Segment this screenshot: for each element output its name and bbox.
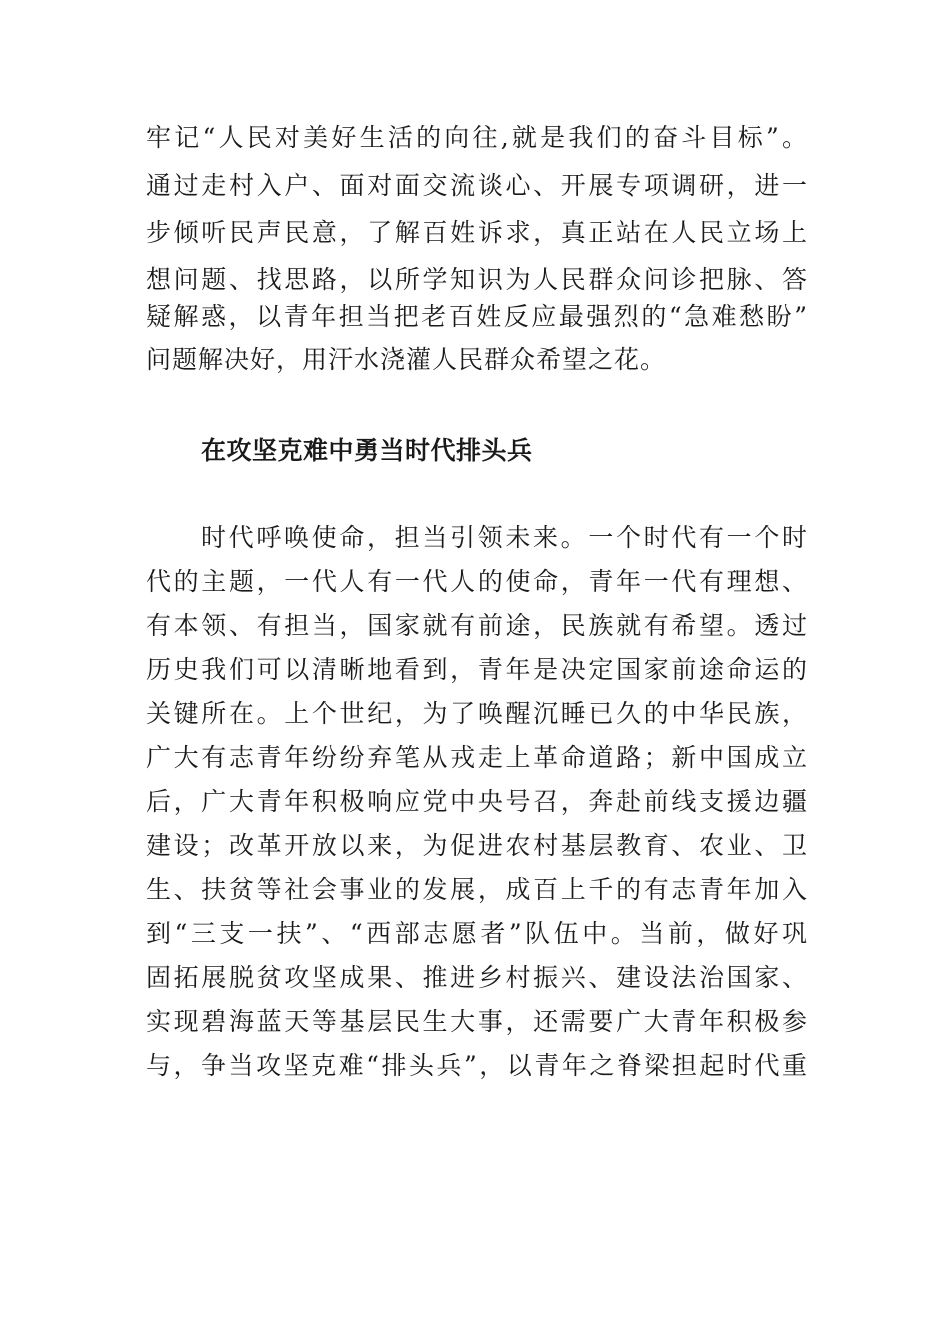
text-line: 生、扶贫等社会事业的发展，成百上千的有志青年加入 bbox=[146, 875, 808, 904]
text-line: 步倾听民声民意，了解百姓诉求，真正站在人民立场上 bbox=[146, 218, 808, 247]
text-line: 后，广大青年积极响应党中央号召，奔赴前线支援边疆 bbox=[146, 787, 808, 816]
document-page bbox=[146, 0, 808, 1344]
section-heading: 在攻坚克难中勇当时代排头兵 bbox=[201, 436, 533, 465]
text-line: 想问题、找思路，以所学知识为人民群众问诊把脉、答 bbox=[146, 265, 808, 294]
text-line: 实现碧海蓝天等基层民生大事，还需要广大青年积极参 bbox=[146, 1007, 808, 1036]
text-line: 到“三支一扶”、“西部志愿者”队伍中。当前，做好巩 bbox=[146, 919, 808, 948]
text-line: 问题解决好，用汗水浇灌人民群众希望之花。 bbox=[146, 345, 667, 374]
text-line: 与，争当攻坚克难“排头兵”，以青年之脊梁担起时代重 bbox=[146, 1051, 808, 1080]
text-line: 代的主题，一代人有一代人的使命，青年一代有理想、 bbox=[146, 567, 808, 596]
text-line: 关键所在。上个世纪，为了唤醒沉睡已久的中华民族， bbox=[146, 699, 808, 728]
text-line: 广大有志青年纷纷弃笔从戎走上革命道路；新中国成立 bbox=[146, 743, 808, 772]
text-line: 固拓展脱贫攻坚成果、推进乡村振兴、建设法治国家、 bbox=[146, 963, 808, 992]
text-line: 有本领、有担当，国家就有前途，民族就有希望。透过 bbox=[146, 611, 808, 640]
text-line: 牢记“人民对美好生活的向往,就是我们的奋斗目标”。 bbox=[146, 123, 808, 152]
text-line: 时代呼唤使命，担当引领未来。一个时代有一个时 bbox=[201, 523, 808, 552]
text-line: 疑解惑，以青年担当把老百姓反应最强烈的“急难愁盼” bbox=[146, 302, 808, 331]
text-line: 历史我们可以清晰地看到，青年是决定国家前途命运的 bbox=[146, 655, 808, 684]
text-line: 通过走村入户、面对面交流谈心、开展专项调研，进一 bbox=[146, 171, 808, 200]
text-line: 建设；改革开放以来，为促进农村基层教育、农业、卫 bbox=[146, 831, 808, 860]
